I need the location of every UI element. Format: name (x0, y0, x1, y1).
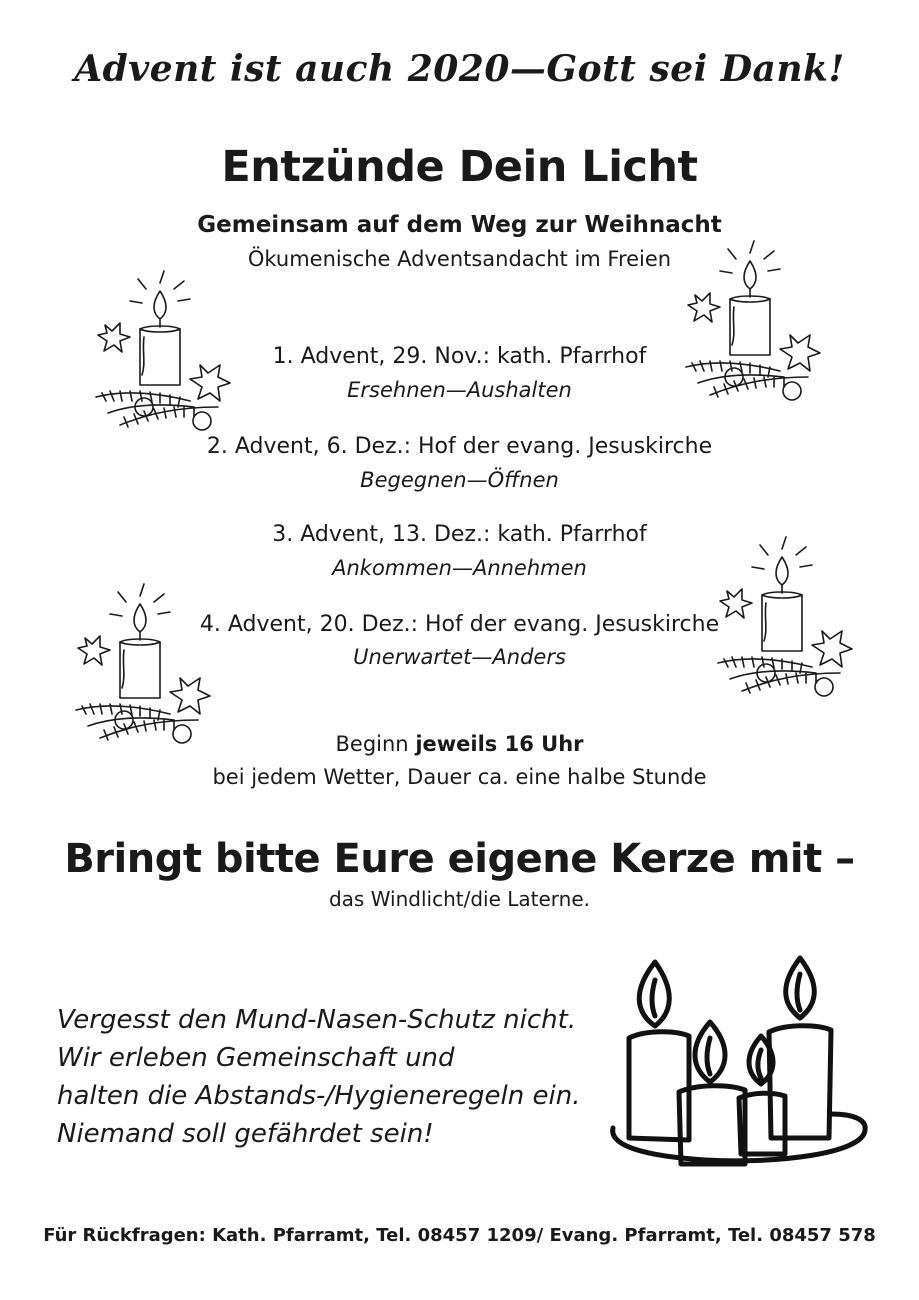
advent-candle-icon (712, 518, 862, 718)
note-line: halten die Abstands-/Hygieneregeln ein. (57, 1081, 581, 1111)
advent-candle-icon (90, 252, 240, 452)
subtitle: Gemeinsam auf dem Weg zur Weihnacht (197, 212, 722, 238)
advent-1-motto: Ersehnen—Aushalten (347, 378, 572, 402)
note-line: Wir erleben Gemeinschaft und (57, 1043, 455, 1073)
advent-1-date: 1. Advent, 29. Nov.: kath. Pfarrhof (272, 344, 647, 369)
advent-2-motto: Begegnen—Öffnen (360, 468, 559, 492)
note-line: Niemand soll gefährdet sein! (57, 1119, 434, 1149)
bring-candle-headline: Bringt bitte Eure eigene Kerze mit – (64, 836, 855, 882)
contact-footer: Für Rückfragen: Kath. Pfarramt, Tel. 08457 1209/ Evang. Pfarramt, Tel. 08457 578 (43, 1225, 876, 1246)
advent-3-motto: Ankommen—Annehmen (332, 556, 587, 580)
four-candles-icon (605, 950, 870, 1180)
advent-candle-icon (70, 565, 220, 765)
hygiene-notes (57, 1001, 597, 1153)
bring-candle-sub: das Windlicht/die Laterne. (328, 887, 591, 911)
advent-2-date: 2. Advent, 6. Dez.: Hof der evang. Jesuskirche (206, 434, 713, 459)
advent-3-date: 3. Advent, 13. Dez.: kath. Pfarrhof (272, 522, 647, 547)
weather-duration: bei jedem Wetter, Dauer ca. eine halbe Stunde (212, 765, 707, 789)
advent-4-date: 4. Advent, 20. Dez.: Hof der evang. Jesuskirche (199, 612, 720, 637)
event-description: Ökumenische Adventsandacht im Freien (247, 247, 672, 271)
event-headline: Advent ist auch 2020—Gott sei Dank! (74, 48, 845, 90)
start-time-value: jeweils 16 Uhr (415, 732, 584, 756)
advent-4-motto: Unerwartet—Anders (353, 645, 566, 669)
advent-candle-icon (680, 222, 830, 422)
page-title: Entzünde Dein Licht (221, 142, 698, 192)
start-time-prefix: Beginn (335, 732, 409, 756)
note-line: Vergesst den Mund-Nasen-Schutz nicht. (57, 1005, 577, 1035)
